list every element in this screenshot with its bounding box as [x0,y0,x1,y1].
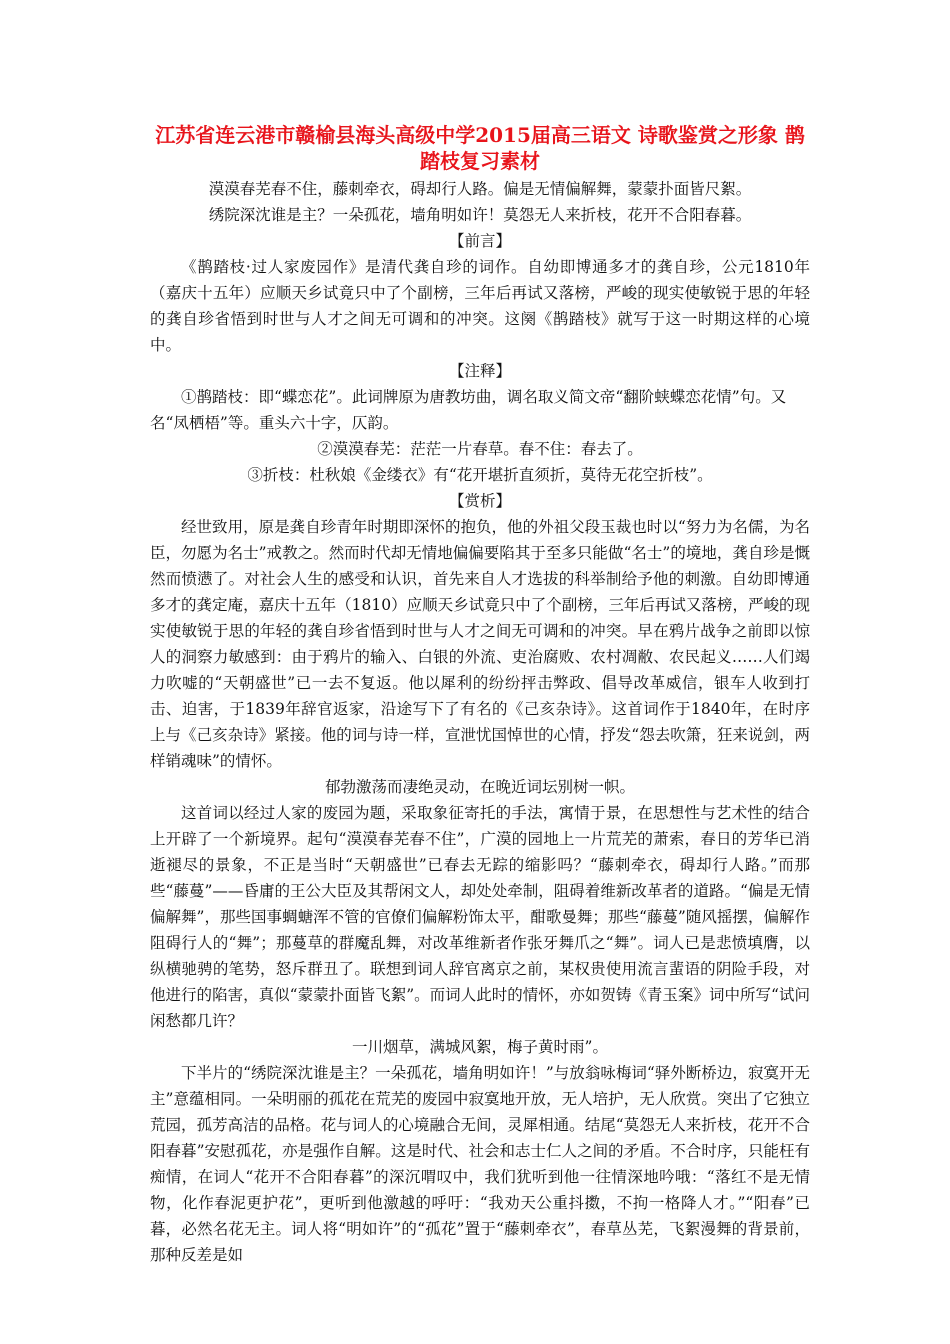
analysis-paragraph: 这首词以经过人家的废园为题，采取象征寄托的手法，寓情于景，在思想性与艺术性的结合上开辟了一个新境界。起句“漠漠春芜春不住”，广漠的园地上一片荒芜的萧索，春日的芳华已消逝褪尽的景象，不正是当时“天朝盛世”已春去无踪的缩影吗？“藤刺牵衣，碍却行人路。”而那些“藤蔓”——昏庸的王公大臣及其帮闲文人，却处处牵制，阻碍着维新改革者的道路。“偏是无情偏解舞”，那些国事蜩螗浑不管的官僚们偏解粉饰太平，酣歌曼舞；那些“藤蔓”随风摇摆，偏解作阻碍行人的“舞”；那蔓草的群魔乱舞，对改革维新者作张牙舞爪之“舞”。词人已是悲愤填膺，以纵横驰骋的笔势，怒斥群丑了。联想到词人辞官离京之前，某权贵使用流言蜚语的阴险手段，对他进行的陷害，真似“蒙蒙扑面皆飞絮”。而词人此时的情怀，亦如贺铸《青玉案》词中所写“试问闲愁都几许？ [150,804,810,1030]
document-page [150,122,810,1268]
note-item: ③折枝：杜秋娘《金缕衣》有“花开堪折直须折，莫待无花空折枝”。 [247,466,713,484]
poem-line-1: 漠漠春芜春不住，藤刺牵衣，碍却行人路。偏是无情偏解舞，蒙蒙扑面皆尺絮。 [208,180,752,198]
preface-heading: 【前言】 [448,232,511,250]
analysis-paragraph: 下半片的“绣院深沈谁是主？一朵孤花，墙角明如许！”与放翁咏梅词“驿外断桥边，寂寞开无主”意蕴相同。一朵明丽的孤花在荒芜的废园中寂寞地开放，无人培护，无人欣赏。突出了它独立荒园，孤芳高洁的品格。花与词人的心境融合无间，灵犀相通。结尾“莫怨无人来折枝，花开不合阳春暮”安慰孤花，亦是强作自解。这是时代、社会和志士仁人之间的矛盾。不合时序，只能枉有痴情，在词人“花开不合阳春暮”的深沉喟叹中，我们犹听到他一往情深地吟哦：“落红不是无情物，化作春泥更护花”，更听到他激越的呼吁：“我劝天公重抖擞，不拘一格降人才。”“阳春”已暮，必然名花无主。词人将“明如许”的“孤花”置于“藤刺牵衣”，春草丛芜，飞絮漫舞的背景前，那种反差是如 [150,1064,810,1264]
note-item: ①鹊踏枝：即“蝶恋花”。此词牌原为唐教坊曲，调名取义简文帝“翻阶蛱蝶恋花情”句。又名“凤栖梧”等。重头六十字，仄韵。 [150,388,787,432]
notes-heading: 【注释】 [448,362,511,380]
analysis-heading: 【赏析】 [448,492,511,510]
preface-paragraph: 《鹊踏枝·过人家废园作》是清代龚自珍的词作。自幼即博通多才的龚自珍，公元1810年（嘉庆十五年）应顺天乡试竟只中了个副榜，三年后再试又落榜，严峻的现实使敏锐于思的年轻的龚自珍省悟到时世与人才之间无可调和的冲突。这阕《鹊踏枝》就写于这一时期这样的心境中。 [150,258,810,354]
analysis-paragraph: 经世致用，原是龚自珍青年时期即深怀的抱负，他的外祖父段玉裁也时以“努力为名儒，为名臣，勿愿为名士”戒教之。然而时代却无情地偏偏要陷其于至多只能做“名士”的境地，龚自珍是慨然而愤懑了。对社会人生的感受和认识，首先来自人才选拔的科举制给予他的刺激。自幼即博通多才的龚定庵，嘉庆十五年（1810）应顺天乡试竟只中了个副榜，三年后再试又落榜，严峻的现实使敏锐于思的年轻的龚自珍省悟到时世与人才之间无可调和的冲突。早在鸦片战争之前即以惊人的洞察力敏感到：由于鸦片的输入、白银的外流、吏治腐败、农村凋敝、农民起义……人们竭力吹嘘的“天朝盛世”已一去不复返。他以犀利的纷纷抨击弊政、倡导改革威信，银车人收到打击、迫害，于1839年辞官返家，沿途写下了有名的《己亥杂诗》。这首词作于1840年，在时序上与《己亥杂诗》紧接。他的词与诗一样，宣泄忧国悼世的心情，抒发“怨去吹箫，狂来说剑，两样销魂味”的情怀。 [150,518,810,770]
poem-line-2: 绣院深沈谁是主？一朵孤花，墙角明如许！莫怨无人来折枝，花开不合阳春暮。 [208,206,752,224]
analysis-paragraph-end: 郁勃激荡而凄绝灵动，在晚近词坛别树一帜。 [324,778,635,796]
document-title: 江苏省连云港市赣榆县海头高级中学2015届高三语文 诗歌鉴赏之形象 鹊踏枝复习素材 [155,123,805,173]
note-item: ②漠漠春芜：茫茫一片春草。春不住：春去了。 [317,440,643,458]
analysis-paragraph-end: 一川烟草，满城风絮，梅子黄时雨”。 [352,1038,608,1056]
